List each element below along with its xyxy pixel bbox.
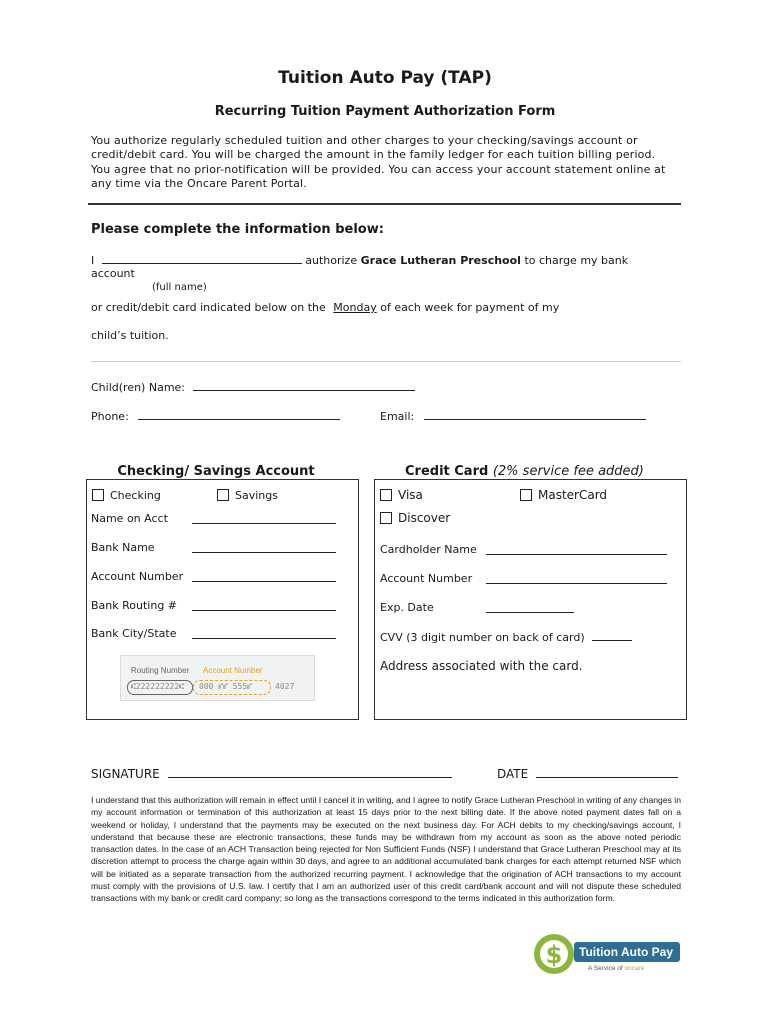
full-name-field[interactable] — [102, 253, 302, 264]
discover-option[interactable] — [380, 511, 450, 525]
mastercard-option[interactable] — [520, 488, 607, 502]
city-state-label: Bank City/State — [91, 627, 177, 640]
date-row — [497, 766, 678, 781]
routing-field[interactable] — [192, 599, 336, 611]
cardholder-label: Cardholder Name — [380, 543, 477, 556]
authorization-line-3: child’s tuition. — [91, 329, 169, 342]
thin-divider — [91, 361, 681, 362]
routing-label: Bank Routing # — [91, 599, 178, 612]
checking-label: Checking — [110, 489, 161, 502]
discover-checkbox[interactable] — [380, 512, 392, 524]
credit-fee-note: (2% service fee added) — [492, 464, 644, 479]
form-subtitle: Recurring Tuition Payment Authorization Form — [214, 104, 556, 119]
full-name-hint: (full name) — [152, 282, 207, 293]
signature-row — [91, 766, 452, 781]
auth-line2-suffix: of each week for payment of my — [380, 301, 560, 314]
terms-paragraph: I understand that this authorization will remain in effect until I cancel it in writing, and I agree to notify Grace Lutheran Preschool in writing of any changes in my account information or termination of this authorization at least 15 days prior to the next billing date. If the above noted payment dates fall on a weekend or holiday, I understand that the payments may be executed on the next business day. For ACH debits to my checking/savings account, I understand that because these are electronic transactions, these funds may be withdrawn from my account as soon as the above noted periodic transaction dates. In the case of an ACH Transaction being rejected for Non Sufficient Funds (NSF) I understand that Grace Lutheran Preschool may at its discretion attempt to process the charge again within 30 days, and agree to an additional accumulated bank charges for each attempt returned NSF which will be initiated as a separate transaction from the authorized recurring payment. I acknowledge that the origination of ACH transactions to my account must comply with the provisions of U.S. law. I certify that I am an authorized user of this credit card/bank account and will not dispute these scheduled transactions with my bank or credit card company; so long as the transactions correspond to the terms indicated in this authorization form. — [91, 795, 681, 904]
email-label: Email: — [380, 410, 415, 423]
name-on-acct-label: Name on Acct — [91, 512, 168, 525]
exp-date-label: Exp. Date — [380, 601, 434, 614]
checking-option[interactable] — [92, 489, 161, 502]
mastercard-label: MasterCard — [538, 488, 608, 502]
intro-line: You authorize regularly scheduled tuition and other charges to your checking/savings account or — [91, 134, 638, 147]
tuition-auto-pay-logo — [532, 930, 682, 978]
children-row — [91, 380, 415, 394]
mastercard-checkbox[interactable] — [520, 489, 532, 501]
savings-checkbox[interactable] — [217, 489, 229, 501]
form-title: Tuition Auto Pay (TAP) — [278, 68, 492, 88]
check-digits: 4027 — [275, 682, 295, 691]
savings-option[interactable] — [217, 489, 278, 502]
account-number-caption: Account Number — [203, 666, 263, 675]
intro-line: credit/debit card. You will be charged the amount in the family ledger for each tuition billing period. — [91, 148, 656, 162]
discover-label: Discover — [398, 511, 451, 525]
city-state-field[interactable] — [192, 627, 336, 639]
children-name-field[interactable] — [193, 380, 415, 391]
cvv-label: CVV (3 digit number on back of card) — [380, 631, 585, 644]
visa-label: Visa — [398, 488, 423, 502]
logo-tagline — [588, 965, 644, 972]
svg-text:$: $ — [545, 941, 563, 969]
auth-suffix: to charge my bank — [524, 254, 629, 267]
auth-account-word: account — [91, 267, 135, 280]
auth-prefix: I — [91, 254, 95, 267]
credit-heading — [405, 464, 644, 479]
auth-line2-prefix: or credit/debit card indicated below on the — [91, 301, 326, 314]
visa-checkbox[interactable] — [380, 489, 392, 501]
exp-date-field[interactable] — [486, 601, 574, 613]
name-on-acct-field[interactable] — [192, 512, 336, 524]
bank-name-field[interactable] — [192, 541, 336, 553]
dollar-coin-icon — [532, 930, 576, 978]
phone-row — [91, 409, 340, 423]
account-digits: 000 ⑈⑈ 555⑈ — [199, 682, 252, 691]
routing-number-caption: Routing Number — [131, 666, 190, 675]
auth-authorize: authorize — [305, 254, 358, 267]
signature-field[interactable] — [168, 766, 452, 778]
payment-day: Monday — [333, 301, 377, 314]
check-routing-image — [120, 655, 315, 701]
card-address-label: Address associated with the card. — [380, 659, 583, 673]
email-field[interactable] — [424, 409, 646, 420]
section-divider — [88, 203, 681, 205]
logo-name-banner — [574, 942, 680, 962]
cvv-field[interactable] — [592, 630, 632, 641]
account-number-field[interactable] — [192, 570, 336, 582]
authorization-line-2 — [91, 301, 559, 314]
school-name: Grace Lutheran Preschool — [360, 254, 521, 267]
phone-field[interactable] — [138, 409, 340, 420]
email-row — [380, 409, 646, 423]
cardholder-field[interactable] — [486, 543, 667, 555]
credit-heading-label: Credit Card — [405, 464, 489, 479]
authorization-line — [91, 253, 628, 267]
visa-option[interactable] — [380, 488, 423, 502]
savings-label: Savings — [235, 489, 278, 502]
logo-name: Tuition Auto Pay — [579, 945, 673, 959]
intro-paragraph — [91, 134, 691, 191]
phone-label: Phone: — [91, 410, 129, 423]
intro-line: You agree that no prior-notification will be provided. You can access your account statement online at — [91, 162, 666, 176]
intro-line: any time via the Oncare Parent Portal. — [91, 176, 307, 190]
date-field[interactable] — [536, 766, 678, 778]
checking-heading: Checking/ Savings Account — [117, 464, 315, 479]
children-label: Child(ren) Name: — [91, 381, 186, 394]
signature-label: SIGNATURE — [91, 767, 160, 781]
account-number-label: Account Number — [91, 570, 184, 583]
section-heading: Please complete the information below: — [91, 222, 384, 237]
card-account-number-label: Account Number — [380, 572, 473, 585]
cvv-row — [380, 630, 632, 644]
logo-tagline-prefix: A Service of — [588, 965, 623, 972]
card-account-number-field[interactable] — [486, 572, 667, 584]
logo-tagline-brand: oncare — [624, 965, 645, 972]
checking-checkbox[interactable] — [92, 489, 104, 501]
bank-name-label: Bank Name — [91, 541, 155, 554]
date-label: DATE — [497, 767, 529, 781]
routing-digits: ⑆222222222⑆ — [131, 682, 184, 691]
